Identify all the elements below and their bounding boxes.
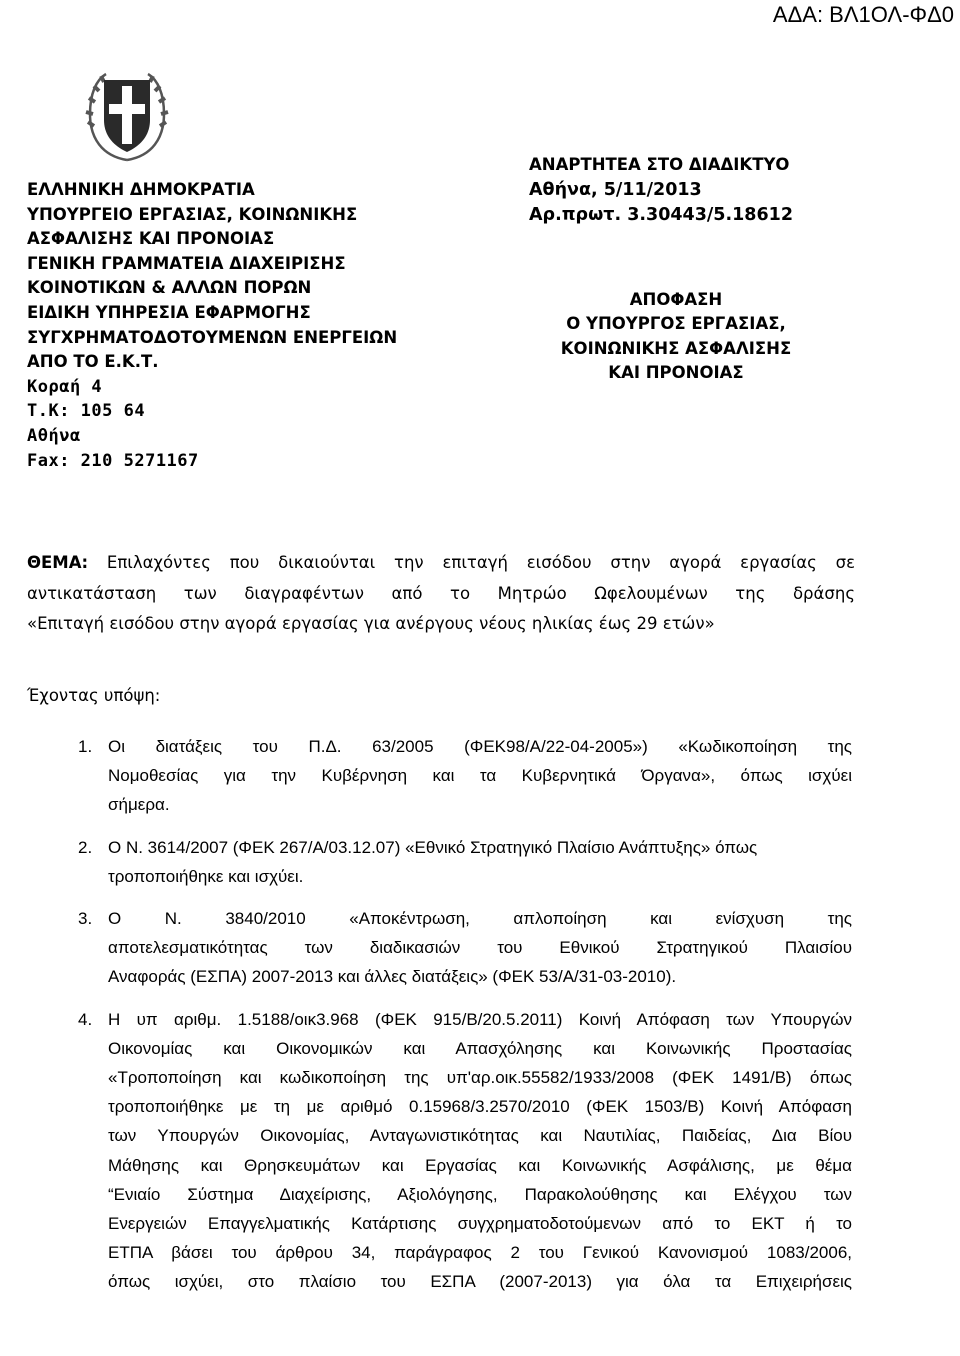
item-number: 2. [78, 837, 93, 857]
subject-text: Επιλαχόντες που δικαιούνται την επιταγή εισόδου στην αγορά εργασίας σε [106, 553, 855, 572]
list-item [78, 732, 852, 820]
address-city: Αθήνα [27, 425, 81, 446]
address-street: Κοραή 4 [27, 376, 103, 397]
subject-line-1 [27, 548, 855, 579]
item-line: «Τροποποίηση και κωδικοποίηση της υπ'αρ.οικ.55582/1933/2008 (ΦΕΚ 1491/Β) όπως [108, 1068, 852, 1088]
subject-line-3: «Επιταγή εισόδου στην αγορά εργασίας για ανέργους νέους ηλικίας έως 29 ετών» [27, 614, 715, 633]
issuer-line: ΑΣΦΑΛΙΣΗΣ ΚΑΙ ΠΡΟΝΟΙΑΣ [27, 229, 275, 249]
item-line: Ενεργειών Επαγγελματικής Κατάρτισης συγχρηματοδοτούμενων από το ΕΚΤ ή το [108, 1214, 852, 1234]
item-line: Νομοθεσίας για την Κυβέρνηση και τα Κυβερνητικά Όργανα», όπως ισχύει [108, 766, 852, 786]
item-line: Ο Ν. 3840/2010 «Αποκέντρωση, απλοποίηση και ενίσχυση της [108, 909, 852, 929]
protocol-number: Αρ.πρωτ. 3.30443/5.18612 [529, 205, 794, 225]
list-item [78, 833, 852, 891]
address-fax: Fax: 210 5271167 [27, 450, 199, 471]
item-line: των Υπουργών Οικονομίας, Ανταγωνιστικότητας και Ναυτιλίας, Παιδείας, Δια Βίου [108, 1126, 852, 1146]
ada-code: ΑΔΑ: ΒΛ1ΟΛ-ΦΔ0 [772, 2, 954, 27]
item-line: Οικονομίας και Οικονομικών και Απασχόλησης και Κοινωνικής Προστασίας [108, 1038, 852, 1058]
item-line: ΕΤΠΑ βάσει του άρθρου 34, παράγραφος 2 του Γενικού Κανονισμού 1083/2006, [108, 1243, 852, 1263]
issuer-line: ΣΥΓΧΡΗΜΑΤΟΔΟΤΟΥΜΕΝΩΝ ΕΝΕΡΓΕΙΩΝ [27, 327, 398, 347]
item-line: Η υπ αριθμ. 1.5188/οικ3.968 (ΦΕΚ 915/Β/20.5.2011) Κοινή Απόφαση των Υπουργών [108, 1009, 852, 1029]
issuer-line: ΕΙΔΙΚΗ ΥΠΗΡΕΣΙΑ ΕΦΑΡΜΟΓΗΣ [27, 302, 311, 322]
list-item [78, 904, 852, 992]
document-date: Αθήνα, 5/11/2013 [529, 179, 702, 200]
document-meta [529, 152, 949, 229]
decision-line: Ο ΥΠΟΥΡΓΟΣ ΕΡΓΑΣΙΑΣ, [566, 314, 786, 334]
greek-coat-of-arms-icon [84, 66, 170, 164]
item-line: τροποποιήθηκε με τη με αριθμό 0.15968/3.2570/2010 (ΦΕΚ 1503/Β) Κοινή Απόφαση [108, 1097, 852, 1117]
item-line: σήμερα. [108, 795, 170, 815]
decision-title: ΑΠΟΦΑΣΗ [629, 290, 723, 309]
subject-label: ΘΕΜΑ: [27, 553, 89, 572]
item-line: Αναφοράς (ΕΣΠΑ) 2007-2013 και άλλες διατάξεις» (ΦΕΚ 53/Α/31-03-2010). [108, 967, 677, 987]
subject-block [27, 548, 855, 640]
item-number: 3. [78, 909, 93, 929]
item-line: όπως ισχύει, στο πλαίσιο του ΕΣΠΑ (2007-2013) για όλα τα Επιχειρήσεις [108, 1272, 852, 1292]
item-number: 1. [78, 737, 93, 756]
decision-line: ΚΟΙΝΩΝΙΚΗΣ ΑΣΦΑΛΙΣΗΣ [560, 338, 792, 358]
having-in-mind: Έχοντας υπόψη: [27, 686, 161, 705]
issuer-line: ΥΠΟΥΡΓΕΙΟ ΕΡΓΑΣΙΑΣ, ΚΟΙΝΩΝΙΚΗΣ [27, 204, 358, 224]
decision-heading [506, 288, 846, 386]
list-item [78, 1005, 852, 1297]
issuer-block [27, 178, 447, 473]
item-number: 4. [78, 1009, 93, 1029]
issuer-line: ΓΕΝΙΚΗ ΓΡΑΜΜΑΤΕΙΑ ΔΙΑΧΕΙΡΙΣΗΣ [27, 253, 346, 273]
address-postcode: Τ.Κ: 105 64 [27, 401, 146, 422]
posting-notice: ΑΝΑΡΤΗΤΕΑ ΣΤΟ ΔΙΑΔΙΚΤΥΟ [529, 155, 790, 174]
item-line: αποτελεσματικότητας των διαδικασιών του Εθνικού Στρατηγικού Πλαισίου [108, 938, 852, 958]
item-line: Οι διατάξεις του Π.Δ. 63/2005 (ΦΕΚ98/Α/22-04-2005») «Κωδικοποίηση της [108, 737, 852, 756]
issuer-line: ΑΠΟ ΤΟ Ε.Κ.Τ. [27, 352, 159, 372]
issuer-line: ΕΛΛΗΝΙΚΗ ΔΗΜΟΚΡΑΤΙΑ [27, 180, 255, 199]
item-line: Ο Ν. 3614/2007 (ΦΕΚ 267/Α/03.12.07) «Εθνικό Στρατηγικό Πλαίσιο Ανάπτυξης» όπως [108, 837, 758, 857]
item-line: τροποποιήθηκε και ισχύει. [108, 866, 304, 886]
considerations-list [78, 732, 852, 1310]
item-line: Μάθησης και Θρησκευμάτων και Εργασίας και Κοινωνικής Ασφάλισης, με θέμα [108, 1155, 852, 1175]
subject-line-2: αντικατάσταση των διαγραφέντων από το Μητρώο Ωφελουμένων της δράσης [27, 583, 855, 603]
issuer-line: ΚΟΙΝΟΤΙΚΩΝ & ΑΛΛΩΝ ΠΟΡΩΝ [27, 278, 312, 298]
item-line: “Ενιαίο Σύστημα Διαχείρισης, Αξιολόγησης, Παρακολούθησης και Ελέγχου των [108, 1184, 852, 1204]
decision-line: ΚΑΙ ΠΡΟΝΟΙΑΣ [608, 363, 744, 383]
